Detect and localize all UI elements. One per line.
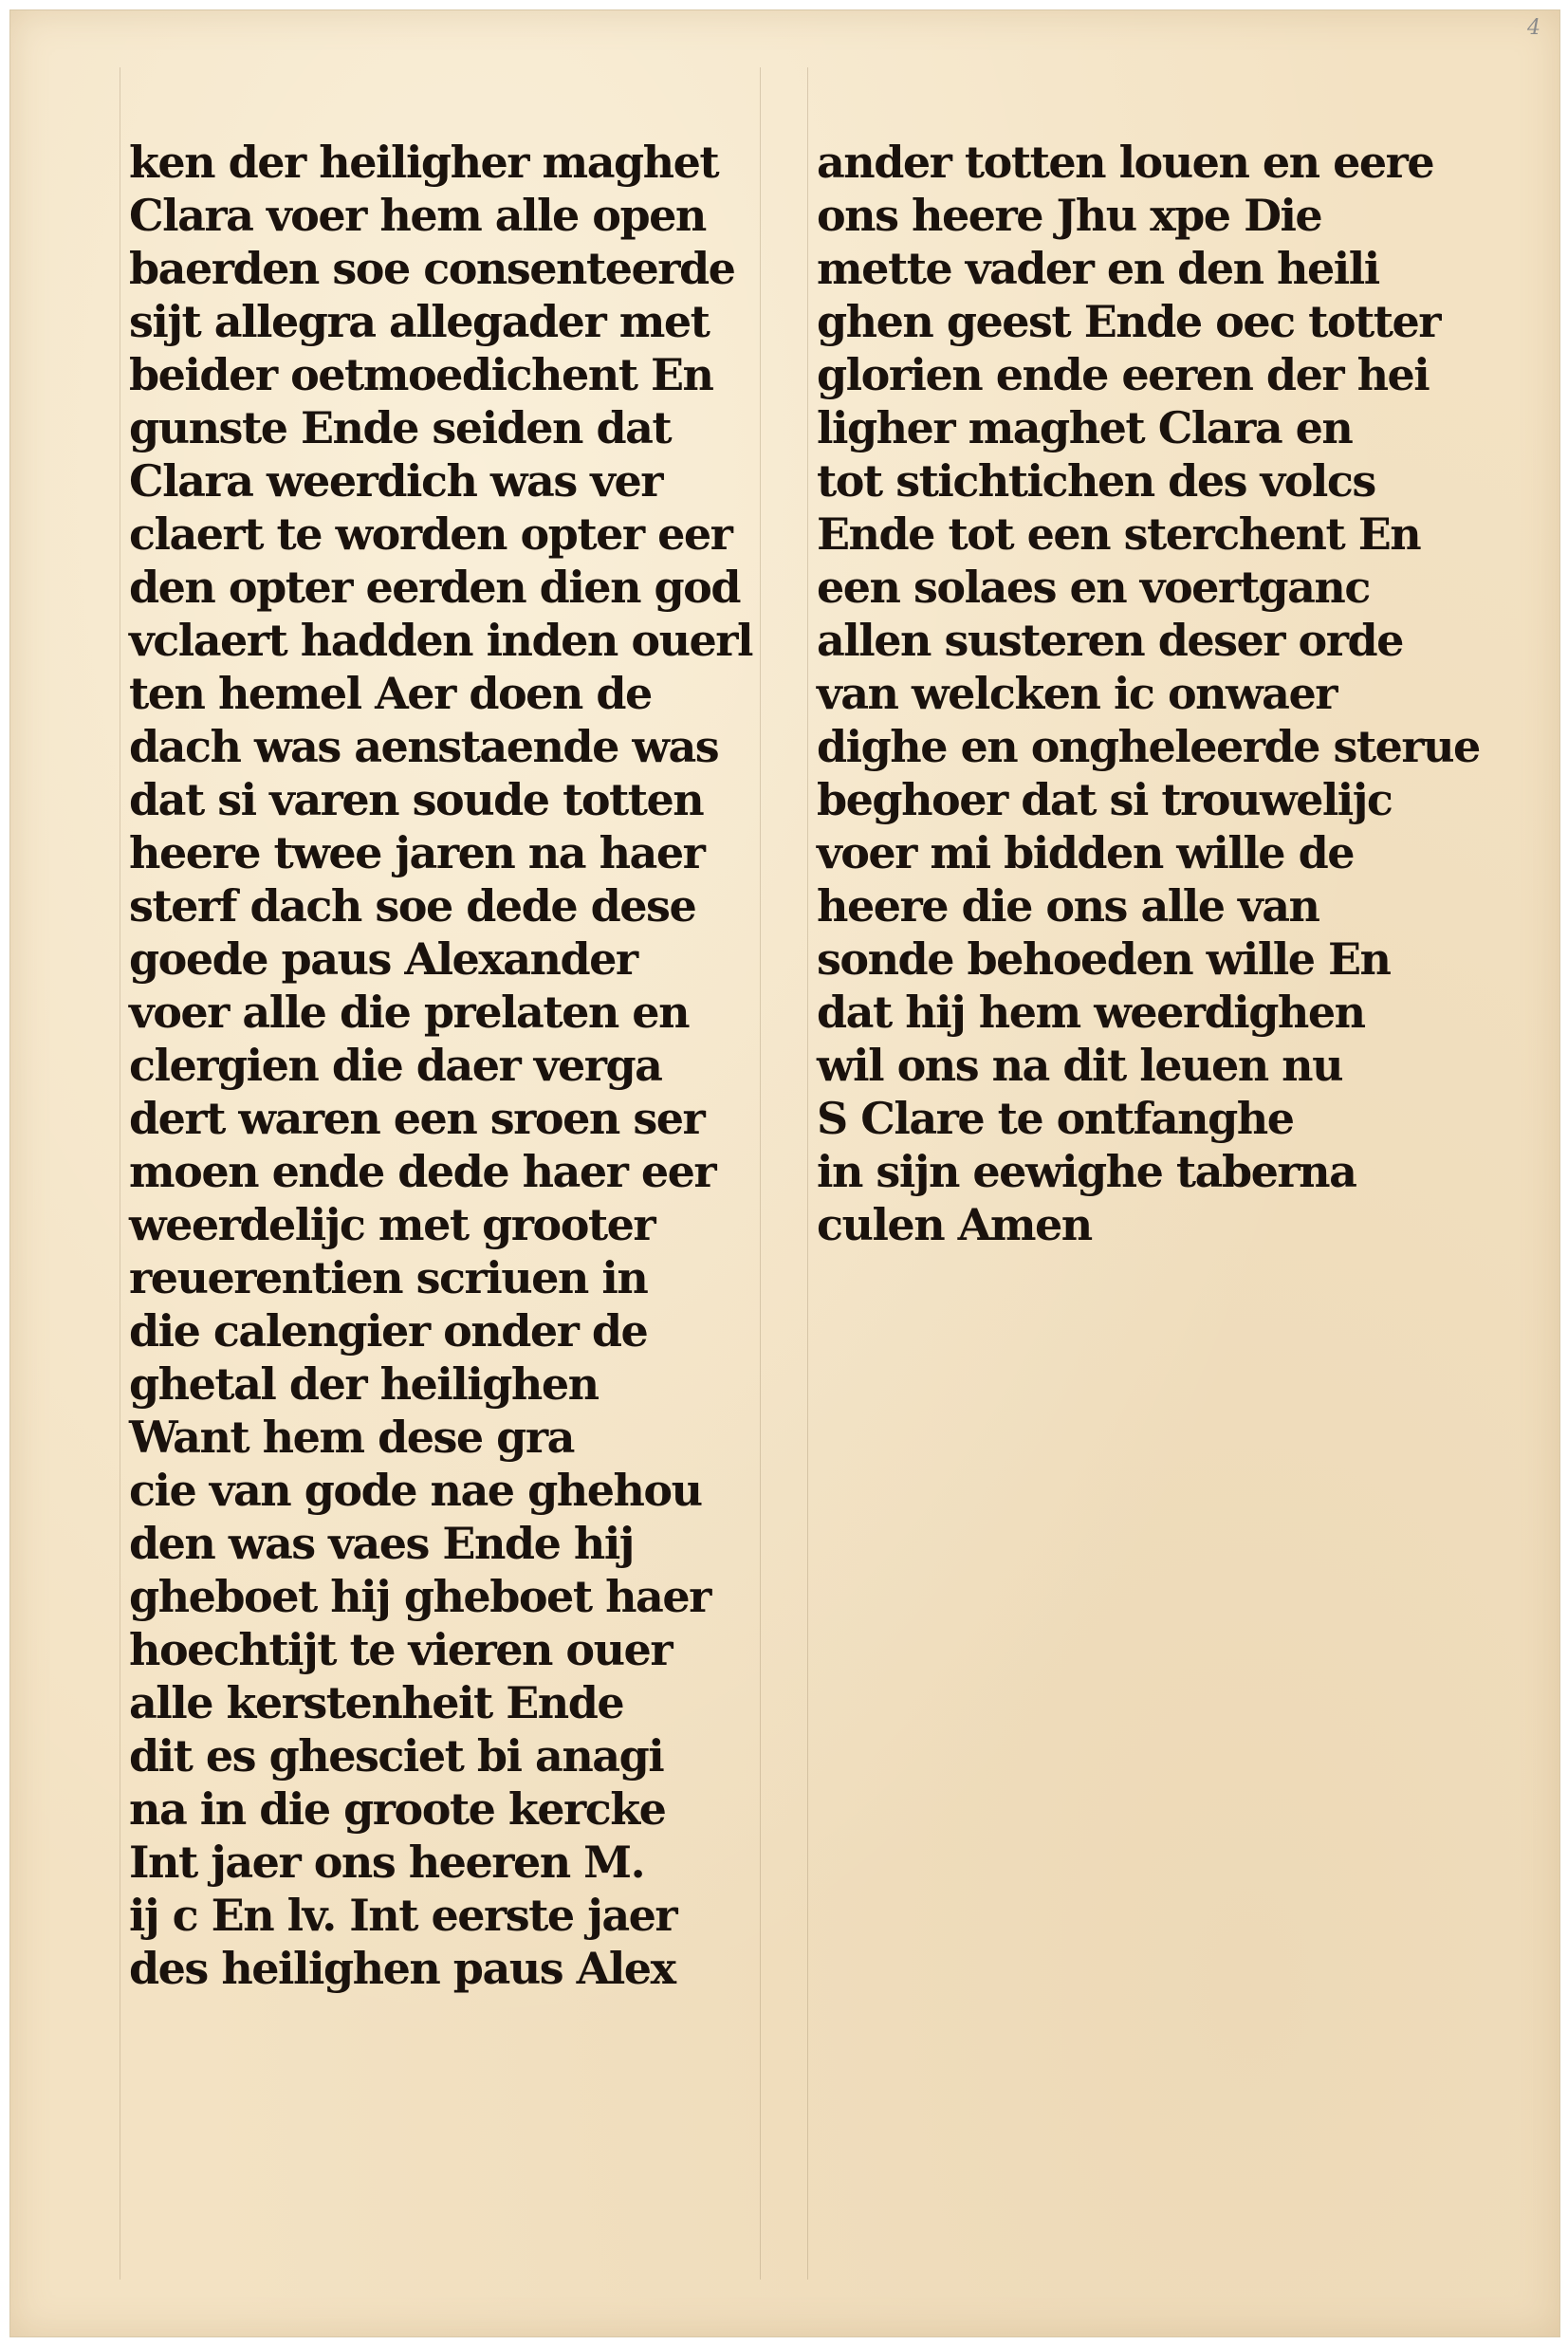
manuscript-line: heere die ons alle van <box>817 880 1319 932</box>
manuscript-line: in sijn eewighe taberna <box>817 1146 1356 1197</box>
manuscript-line: sijt allegra allegader met <box>129 296 710 347</box>
manuscript-line: Want hem dese gra <box>129 1412 574 1463</box>
manuscript-line: claert te worden opter eer <box>129 508 732 560</box>
manuscript-line: ligher maghet Clara en <box>817 402 1353 453</box>
left-text-column <box>129 136 755 1995</box>
manuscript-line: wil ons na dit leuen nu <box>817 1040 1343 1091</box>
manuscript-line: Ende tot een sterchent En <box>817 508 1421 560</box>
manuscript-line: reuerentien scriuen in <box>129 1252 648 1303</box>
manuscript-line: den opter eerden dien god <box>129 562 741 613</box>
manuscript-line: moen ende dede haer eer <box>129 1146 716 1197</box>
right-text-column <box>817 136 1481 1251</box>
manuscript-line: goede paus Alexander <box>129 933 637 985</box>
manuscript-line: beider oetmoedichent En <box>129 349 713 400</box>
manuscript-line: cie van gode nae ghehou <box>129 1465 702 1516</box>
folio-number: 4 <box>1527 16 1540 40</box>
manuscript-line: hoechtijt te vieren ouer <box>129 1624 673 1675</box>
manuscript-line: ghen geest Ende oec totter <box>817 296 1441 347</box>
manuscript-line: sonde behoeden wille En <box>817 933 1391 985</box>
manuscript-line: ander totten louen en eere <box>817 137 1434 188</box>
manuscript-line: van welcken ic onwaer <box>817 668 1337 719</box>
manuscript-line: na in die groote kercke <box>129 1783 666 1835</box>
manuscript-line: tot stichtichen des volcs <box>817 455 1375 507</box>
manuscript-line: dighe en ongheleerde sterue <box>817 721 1480 772</box>
ruling-line <box>807 67 808 2280</box>
manuscript-line: vclaert hadden inden ouerl <box>129 615 752 666</box>
manuscript-line: S Clare te ontfanghe <box>817 1093 1294 1144</box>
manuscript-line: Int jaer ons heeren M. <box>129 1837 645 1888</box>
manuscript-line: allen susteren deser orde <box>817 615 1403 666</box>
manuscript-line: Clara weerdich was ver <box>129 455 662 507</box>
manuscript-line: dat hij hem weerdighen <box>817 987 1365 1038</box>
manuscript-line: die calengier onder de <box>129 1305 648 1357</box>
manuscript-line: sterf dach soe dede dese <box>129 880 696 932</box>
manuscript-line: voer alle die prelaten en <box>129 987 690 1038</box>
manuscript-line: glorien ende eeren der hei <box>817 349 1430 400</box>
manuscript-line: ij c En lv. Int eerste jaer <box>129 1890 677 1941</box>
manuscript-page <box>9 9 1560 2337</box>
manuscript-line: dit es ghesciet bi anagi <box>129 1730 664 1782</box>
manuscript-line: ons heere Jhu xpe Die <box>817 190 1322 241</box>
manuscript-line: gunste Ende seiden dat <box>129 402 672 453</box>
manuscript-line: clergien die daer verga <box>129 1040 662 1091</box>
manuscript-line: gheboet hij gheboet haer <box>129 1571 710 1622</box>
manuscript-line: dert waren een sroen ser <box>129 1093 705 1144</box>
manuscript-line: heere twee jaren na haer <box>129 827 705 878</box>
manuscript-line: den was vaes Ende hij <box>129 1518 634 1569</box>
manuscript-line: ten hemel Aer doen de <box>129 668 652 719</box>
manuscript-line: ghetal der heilighen <box>129 1358 599 1410</box>
manuscript-line: baerden soe consenteerde <box>129 243 735 294</box>
manuscript-line: culen Amen <box>817 1199 1092 1250</box>
manuscript-line: dat si varen soude totten <box>129 774 704 825</box>
manuscript-line: weerdelijc met grooter <box>129 1199 655 1250</box>
manuscript-line: beghoer dat si trouwelijc <box>817 774 1393 825</box>
manuscript-line: des heilighen paus Alex <box>129 1943 675 1994</box>
manuscript-line: mette vader en den heili <box>817 243 1379 294</box>
manuscript-line: alle kerstenheit Ende <box>129 1677 624 1728</box>
manuscript-line: dach was aenstaende was <box>129 721 719 772</box>
manuscript-line: ken der heiligher maghet <box>129 137 719 188</box>
manuscript-line: een solaes en voertganc <box>817 562 1370 613</box>
ruling-line <box>760 67 761 2280</box>
manuscript-line: voer mi bidden wille de <box>817 827 1355 878</box>
manuscript-line: Clara voer hem alle open <box>129 190 706 241</box>
